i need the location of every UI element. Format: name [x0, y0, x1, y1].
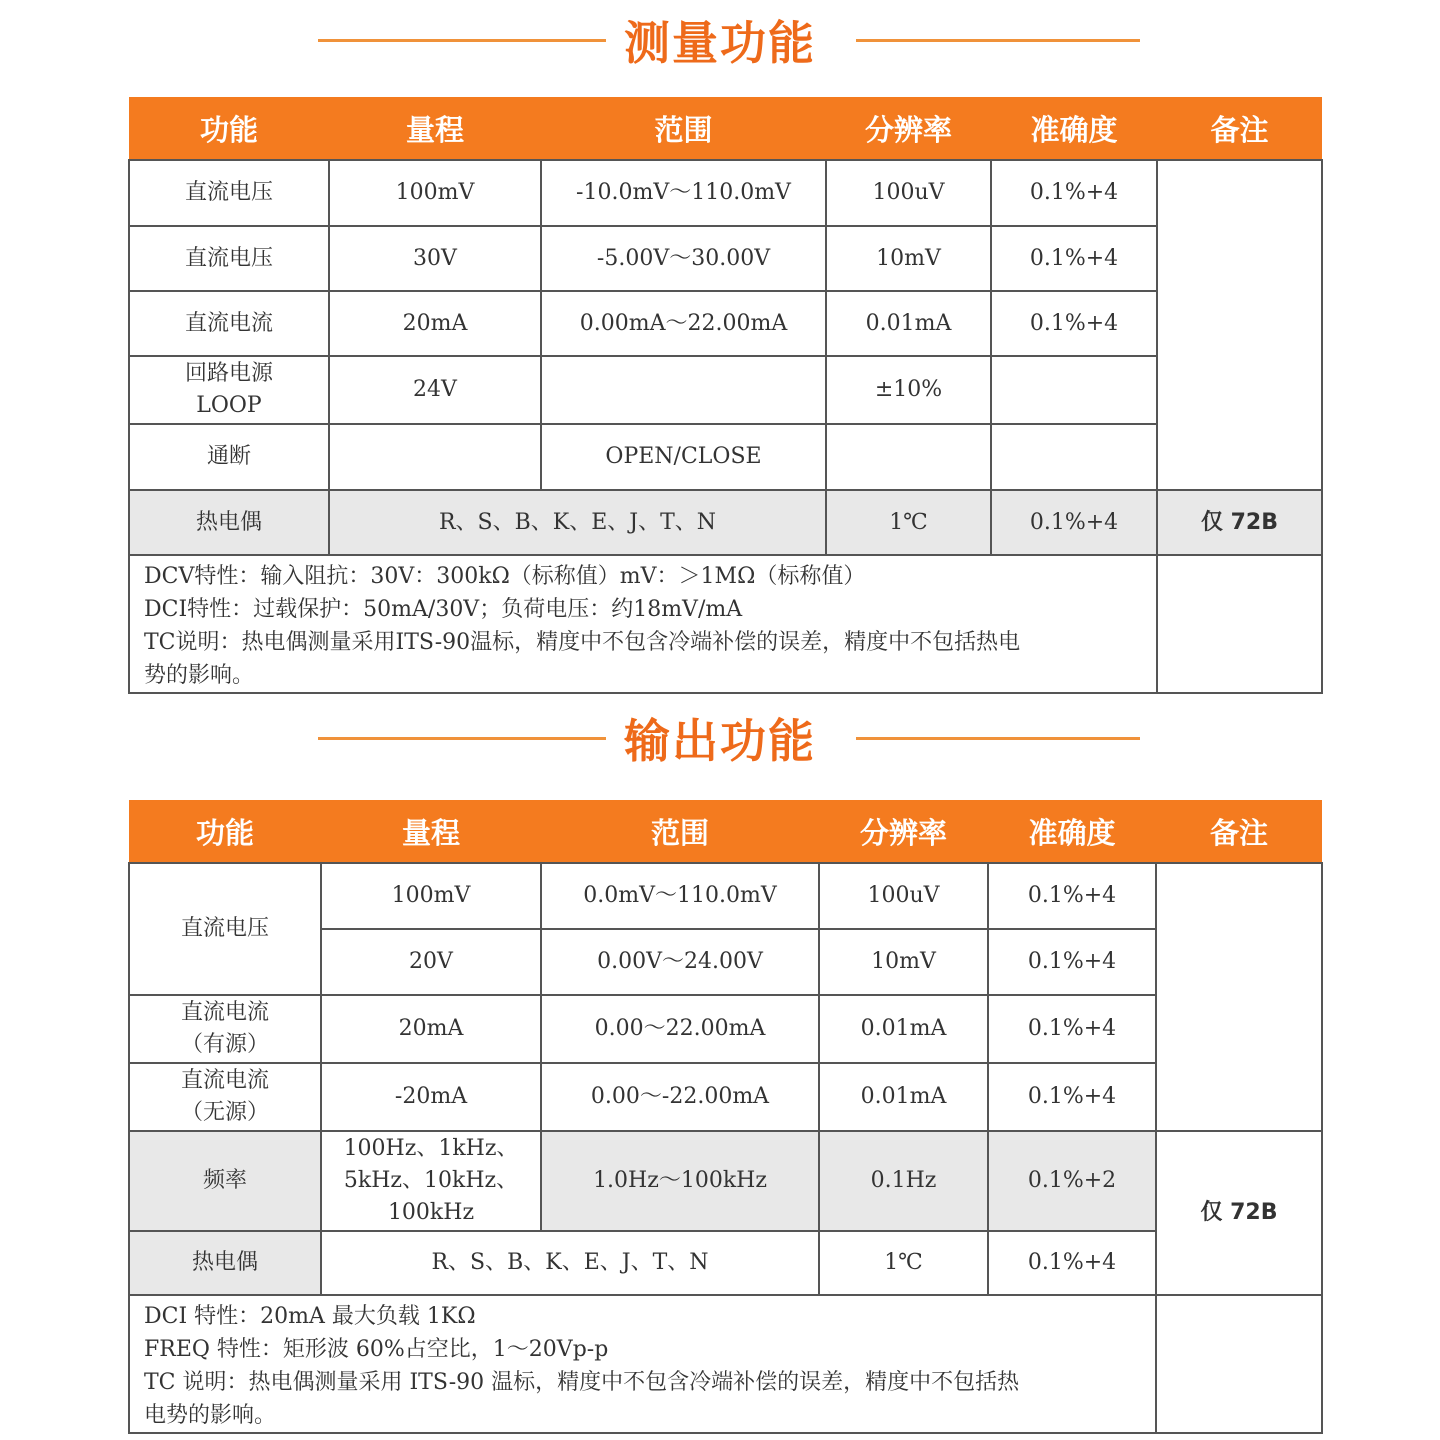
- header-function: 功能: [129, 800, 321, 863]
- table-header-row: [129, 97, 1322, 160]
- table-row: [129, 863, 1322, 929]
- header-resolution: 分辨率: [826, 97, 991, 160]
- table-row-frequency: [129, 1131, 1322, 1231]
- cell-span: 0.00～22.00mA: [541, 995, 819, 1063]
- notes-cell: [129, 555, 1157, 693]
- cell-resolution: [826, 424, 991, 490]
- cell-span: 0.00V～24.00V: [541, 929, 819, 995]
- cell-accuracy: 0.1%+4: [991, 291, 1157, 356]
- cell-remark-72b: 仅 72B: [1156, 1131, 1322, 1295]
- cell-accuracy: 0.1%+4: [988, 995, 1156, 1063]
- table-row: [129, 356, 1322, 424]
- cell-resolution: 0.01mA: [819, 1063, 988, 1131]
- cell-function: 直流电压: [129, 160, 329, 226]
- note-line: DCI特性：过载保护：50mA/30V；负荷电压：约18mV/mA: [144, 597, 743, 622]
- header-resolution: 分辨率: [819, 800, 988, 863]
- note-line: 电势的影响。: [144, 1403, 277, 1428]
- cell-accuracy: [991, 356, 1157, 424]
- header-accuracy: 准确度: [991, 97, 1157, 160]
- cell-span: 0.00～-22.00mA: [541, 1063, 819, 1131]
- cell-tc-types: R、S、B、K、E、J、T、N: [329, 490, 826, 555]
- cell-function: [129, 1063, 321, 1131]
- cell-function-line1: 直流电流: [180, 1000, 269, 1025]
- table-row: [129, 995, 1322, 1063]
- table-row: [129, 226, 1322, 291]
- cell-function: 直流电压: [129, 863, 321, 995]
- cell-function: 通断: [129, 424, 329, 490]
- cell-resolution: ±10%: [826, 356, 991, 424]
- cell-accuracy: 0.1%+4: [991, 490, 1157, 555]
- cell-remark-empty: [1157, 555, 1322, 693]
- cell-range: 100mV: [321, 863, 541, 929]
- table-notes-row: [129, 1295, 1322, 1433]
- cell-resolution: 0.01mA: [826, 291, 991, 356]
- cell-function: [129, 995, 321, 1063]
- cell-resolution: 0.01mA: [819, 995, 988, 1063]
- cell-accuracy: 0.1%+4: [988, 1063, 1156, 1131]
- title-divider-right: [856, 737, 1140, 740]
- header-range: 量程: [329, 97, 541, 160]
- cell-range-line3: 100kHz: [387, 1200, 475, 1225]
- table-row: [129, 160, 1322, 226]
- note-line: TC说明：热电偶测量采用ITS-90温标，精度中不包含冷端补偿的误差，精度中不包括热电: [144, 630, 1021, 655]
- header-remark: 备注: [1157, 97, 1322, 160]
- note-line: 势的影响。: [144, 663, 255, 688]
- cell-function-line2: LOOP: [196, 393, 262, 418]
- table-row-thermocouple: [129, 1231, 1322, 1295]
- cell-remark-empty: [1157, 160, 1322, 490]
- output-table: [128, 800, 1323, 1434]
- cell-range: -20mA: [321, 1063, 541, 1131]
- note-line: DCV特性：输入阻抗：30V：300kΩ（标称值）mV：＞1MΩ（标称值）: [144, 564, 866, 589]
- cell-span: 0.00mA～22.00mA: [541, 291, 826, 356]
- cell-function: 直流电压: [129, 226, 329, 291]
- header-span: 范围: [541, 800, 819, 863]
- notes-cell: [129, 1295, 1156, 1433]
- note-line: DCI 特性：20mA 最大负载 1KΩ: [144, 1304, 476, 1329]
- cell-span: -5.00V～30.00V: [541, 226, 826, 291]
- cell-resolution: 1℃: [819, 1231, 988, 1295]
- cell-accuracy: 0.1%+2: [988, 1131, 1156, 1231]
- header-remark: 备注: [1156, 800, 1322, 863]
- cell-function-line1: 回路电源: [184, 361, 273, 386]
- cell-function-line2: （有源）: [180, 1032, 269, 1057]
- table-row: [129, 291, 1322, 356]
- cell-resolution: 1℃: [826, 490, 991, 555]
- cell-range: [321, 1131, 541, 1231]
- cell-span: 0.0mV～110.0mV: [541, 863, 819, 929]
- cell-range: [329, 424, 541, 490]
- cell-accuracy: [991, 424, 1157, 490]
- cell-resolution: 100uV: [826, 160, 991, 226]
- cell-accuracy: 0.1%+4: [988, 929, 1156, 995]
- cell-range: 100mV: [329, 160, 541, 226]
- cell-span: 1.0Hz～100kHz: [541, 1131, 819, 1231]
- cell-range: 20mA: [321, 995, 541, 1063]
- measure-table: [128, 97, 1323, 694]
- table-row: [129, 424, 1322, 490]
- header-accuracy: 准确度: [988, 800, 1156, 863]
- cell-range-line2: 5kHz、10kHz、: [343, 1168, 519, 1193]
- table-header-row: [129, 800, 1322, 863]
- cell-resolution: 10mV: [819, 929, 988, 995]
- note-line: FREQ 特性：矩形波 60%占空比，1～20Vp-p: [144, 1337, 609, 1362]
- cell-accuracy: 0.1%+4: [988, 863, 1156, 929]
- measure-title: 测量功能: [624, 16, 816, 70]
- cell-function-line2: （无源）: [180, 1100, 269, 1125]
- cell-accuracy: 0.1%+4: [991, 160, 1157, 226]
- table-notes-row: [129, 555, 1322, 693]
- output-section-title: [0, 708, 1440, 768]
- header-span: 范围: [541, 97, 826, 160]
- cell-span: OPEN/CLOSE: [541, 424, 826, 490]
- cell-span: [541, 356, 826, 424]
- table-row: [129, 1063, 1322, 1131]
- title-divider-right: [856, 39, 1140, 42]
- cell-function: 直流电流: [129, 291, 329, 356]
- cell-remark-72b: 仅 72B: [1157, 490, 1322, 555]
- cell-function-line1: 直流电流: [180, 1068, 269, 1093]
- cell-range-line1: 100Hz、1kHz、: [343, 1136, 519, 1161]
- cell-function: [129, 356, 329, 424]
- note-line: TC 说明：热电偶测量采用 ITS-90 温标，精度中不包含冷端补偿的误差，精度中不包括热: [144, 1370, 1020, 1395]
- cell-remark-empty: [1156, 863, 1322, 1131]
- cell-function: 热电偶: [129, 490, 329, 555]
- cell-range: 30V: [329, 226, 541, 291]
- output-title: 输出功能: [624, 714, 816, 768]
- cell-range: 20V: [321, 929, 541, 995]
- cell-resolution: 0.1Hz: [819, 1131, 988, 1231]
- measure-section-title: [0, 10, 1440, 70]
- cell-accuracy: 0.1%+4: [988, 1231, 1156, 1295]
- cell-range: 24V: [329, 356, 541, 424]
- cell-function: 热电偶: [129, 1231, 321, 1295]
- cell-function: 频率: [129, 1131, 321, 1231]
- header-function: 功能: [129, 97, 329, 160]
- cell-tc-types: R、S、B、K、E、J、T、N: [321, 1231, 819, 1295]
- header-range: 量程: [321, 800, 541, 863]
- cell-resolution: 100uV: [819, 863, 988, 929]
- table-row-thermocouple: [129, 490, 1322, 555]
- cell-span: -10.0mV～110.0mV: [541, 160, 826, 226]
- cell-remark-empty: [1156, 1295, 1322, 1433]
- cell-accuracy: 0.1%+4: [991, 226, 1157, 291]
- cell-resolution: 10mV: [826, 226, 991, 291]
- cell-range: 20mA: [329, 291, 541, 356]
